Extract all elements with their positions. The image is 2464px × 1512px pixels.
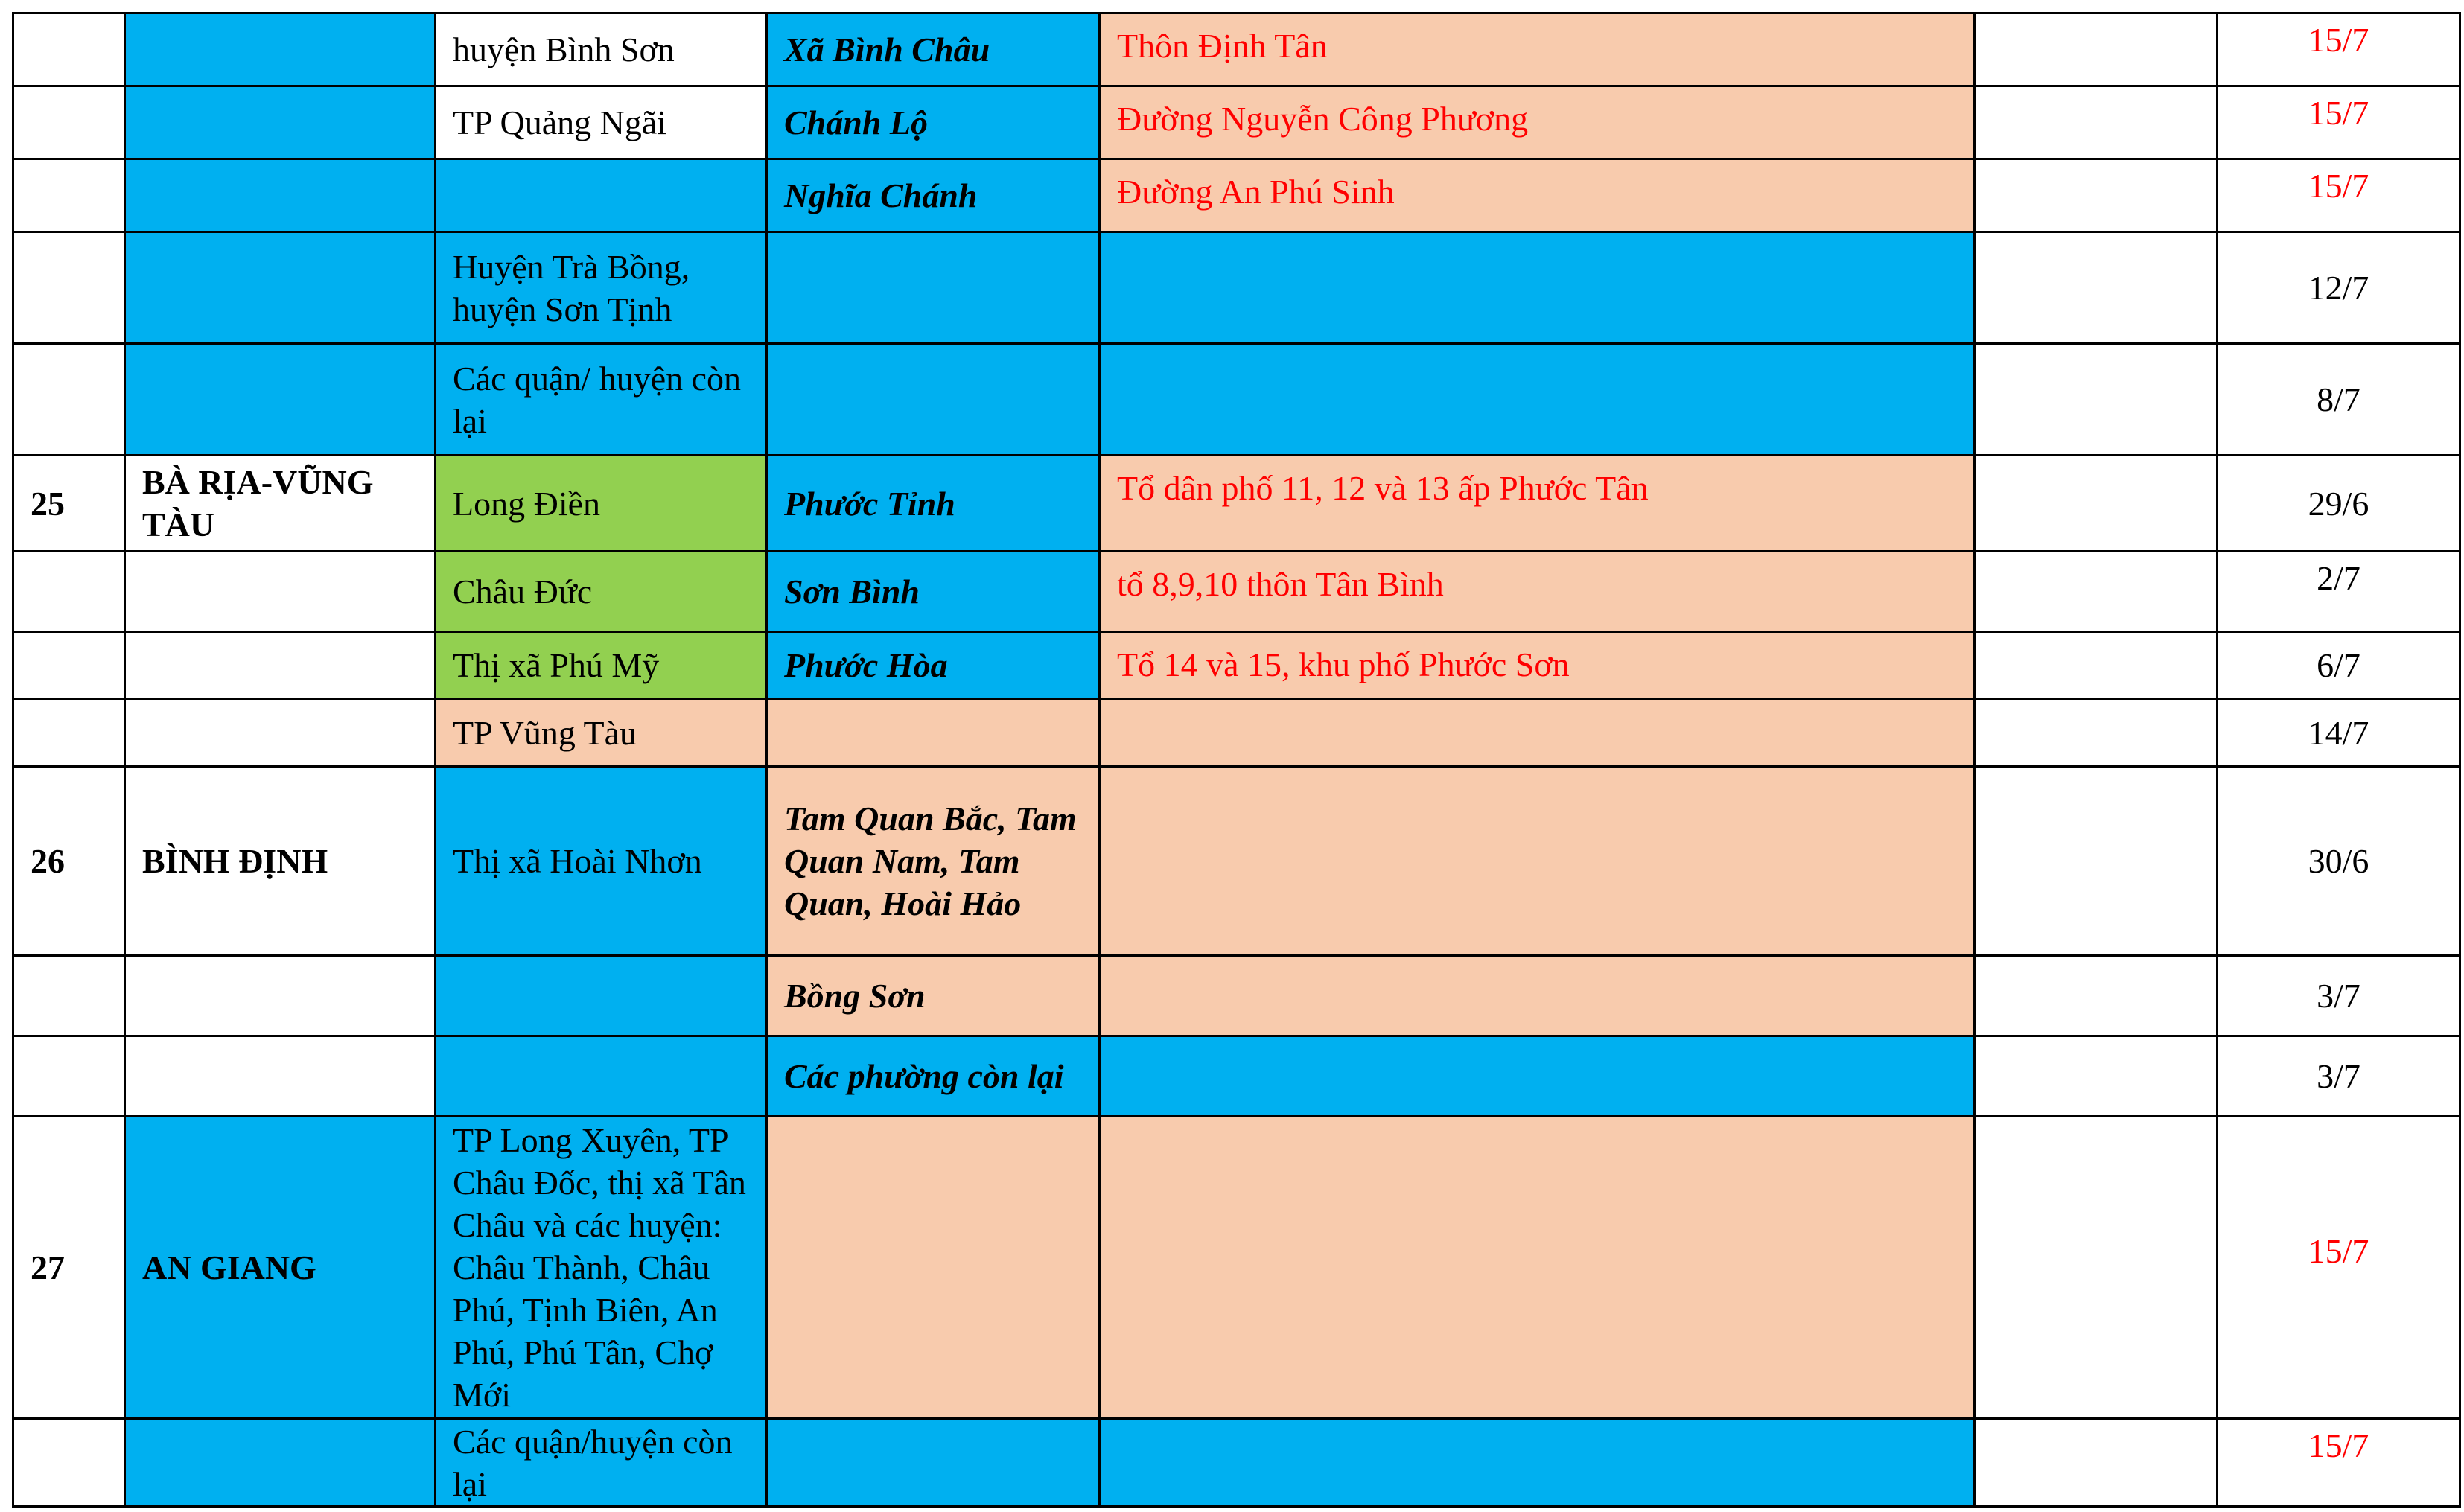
- province-cell: AN GIANG: [125, 1117, 436, 1419]
- table-row: [13, 232, 2460, 344]
- table-row: [13, 1117, 2460, 1419]
- note-cell: [1975, 699, 2218, 767]
- date-cell: 8/7: [2218, 344, 2460, 456]
- table-row: [13, 159, 2460, 232]
- stt-cell: [13, 344, 125, 456]
- note-cell: [1975, 159, 2218, 232]
- area-cell: Đường An Phú Sinh: [1100, 159, 1975, 232]
- district-cell: Thị xã Hoài Nhơn: [436, 767, 767, 956]
- ward-cell: Phước Tỉnh: [767, 456, 1100, 552]
- note-cell: [1975, 1419, 2218, 1507]
- stt-cell: [13, 1036, 125, 1117]
- province-cell: [125, 632, 436, 699]
- table-row: [13, 13, 2460, 86]
- note-cell: [1975, 1117, 2218, 1419]
- province-cell: [125, 86, 436, 159]
- area-cell: tổ 8,9,10 thôn Tân Bình: [1100, 552, 1975, 632]
- ward-cell: Sơn Bình: [767, 552, 1100, 632]
- date-cell: 15/7: [2218, 1117, 2460, 1419]
- note-cell: [1975, 86, 2218, 159]
- distancing-schedule-table: [12, 12, 2461, 1508]
- area-cell: [1100, 1117, 1975, 1419]
- area-cell: [1100, 1419, 1975, 1507]
- district-cell: Thị xã Phú Mỹ: [436, 632, 767, 699]
- date-cell: 15/7: [2218, 86, 2460, 159]
- date-cell: 12/7: [2218, 232, 2460, 344]
- area-cell: [1100, 344, 1975, 456]
- ward-cell: Xã Bình Châu: [767, 13, 1100, 86]
- ward-cell: [767, 232, 1100, 344]
- note-cell: [1975, 632, 2218, 699]
- province-cell: [125, 344, 436, 456]
- district-cell: Các quận/huyện còn lại: [436, 1419, 767, 1507]
- date-cell: 2/7: [2218, 552, 2460, 632]
- area-cell: [1100, 1036, 1975, 1117]
- date-cell: 3/7: [2218, 956, 2460, 1036]
- area-cell: [1100, 232, 1975, 344]
- date-cell: 30/6: [2218, 767, 2460, 956]
- date-cell: 6/7: [2218, 632, 2460, 699]
- area-cell: Thôn Định Tân: [1100, 13, 1975, 86]
- note-cell: [1975, 13, 2218, 86]
- district-cell: Huyện Trà Bồng, huyện Sơn Tịnh: [436, 232, 767, 344]
- table-row: [13, 767, 2460, 956]
- province-cell: [125, 699, 436, 767]
- province-cell: [125, 1419, 436, 1507]
- area-cell: Đường Nguyễn Công Phương: [1100, 86, 1975, 159]
- note-cell: [1975, 344, 2218, 456]
- note-cell: [1975, 232, 2218, 344]
- district-cell: Long Điền: [436, 456, 767, 552]
- area-cell: Tổ 14 và 15, khu phố Phước Sơn: [1100, 632, 1975, 699]
- ward-cell: Phước Hòa: [767, 632, 1100, 699]
- district-cell: Châu Đức: [436, 552, 767, 632]
- area-cell: [1100, 699, 1975, 767]
- table-row: [13, 1036, 2460, 1117]
- ward-cell: Nghĩa Chánh: [767, 159, 1100, 232]
- stt-cell: [13, 632, 125, 699]
- area-cell: [1100, 956, 1975, 1036]
- table-row: [13, 552, 2460, 632]
- province-cell: [125, 1036, 436, 1117]
- stt-cell: [13, 86, 125, 159]
- date-cell: 3/7: [2218, 1036, 2460, 1117]
- table-row: [13, 344, 2460, 456]
- stt-cell: 25: [13, 456, 125, 552]
- area-cell: Tổ dân phố 11, 12 và 13 ấp Phước Tân: [1100, 456, 1975, 552]
- stt-cell: [13, 13, 125, 86]
- stt-cell: [13, 956, 125, 1036]
- stt-cell: [13, 699, 125, 767]
- ward-cell: [767, 344, 1100, 456]
- ward-cell: Các phường còn lại: [767, 1036, 1100, 1117]
- district-cell: [436, 956, 767, 1036]
- province-cell: [125, 13, 436, 86]
- stt-cell: 26: [13, 767, 125, 956]
- date-cell: 14/7: [2218, 699, 2460, 767]
- ward-cell: Bồng Sơn: [767, 956, 1100, 1036]
- stt-cell: [13, 552, 125, 632]
- province-cell: BÌNH ĐỊNH: [125, 767, 436, 956]
- table-row: [13, 699, 2460, 767]
- table-row: [13, 632, 2460, 699]
- stt-cell: [13, 1419, 125, 1507]
- ward-cell: Chánh Lộ: [767, 86, 1100, 159]
- province-cell: [125, 232, 436, 344]
- ward-cell: Tam Quan Bắc, Tam Quan Nam, Tam Quan, Hoài Hảo: [767, 767, 1100, 956]
- district-cell: [436, 159, 767, 232]
- stt-cell: [13, 159, 125, 232]
- ward-cell: [767, 1117, 1100, 1419]
- note-cell: [1975, 552, 2218, 632]
- ward-cell: [767, 1419, 1100, 1507]
- date-cell: 29/6: [2218, 456, 2460, 552]
- note-cell: [1975, 956, 2218, 1036]
- province-cell: BÀ RỊA-VŨNG TÀU: [125, 456, 436, 552]
- date-cell: 15/7: [2218, 13, 2460, 86]
- table-row: [13, 956, 2460, 1036]
- district-cell: Các quận/ huyện còn lại: [436, 344, 767, 456]
- stt-cell: 27: [13, 1117, 125, 1419]
- district-cell: [436, 1036, 767, 1117]
- district-cell: huyện Bình Sơn: [436, 13, 767, 86]
- stt-cell: [13, 232, 125, 344]
- district-cell: TP Long Xuyên, TP Châu Đốc, thị xã Tân Châu và các huyện: Châu Thành, Châu Phú, Tịnh Biên, An Phú, Phú Tân, Chợ Mới: [436, 1117, 767, 1419]
- province-cell: [125, 159, 436, 232]
- table-row: [13, 1419, 2460, 1507]
- date-cell: 15/7: [2218, 159, 2460, 232]
- area-cell: [1100, 767, 1975, 956]
- district-cell: TP Quảng Ngãi: [436, 86, 767, 159]
- date-cell: 15/7: [2218, 1419, 2460, 1507]
- district-cell: TP Vũng Tàu: [436, 699, 767, 767]
- ward-cell: [767, 699, 1100, 767]
- note-cell: [1975, 1036, 2218, 1117]
- note-cell: [1975, 767, 2218, 956]
- province-cell: [125, 552, 436, 632]
- province-cell: [125, 956, 436, 1036]
- table-row: [13, 86, 2460, 159]
- note-cell: [1975, 456, 2218, 552]
- table-row: [13, 456, 2460, 552]
